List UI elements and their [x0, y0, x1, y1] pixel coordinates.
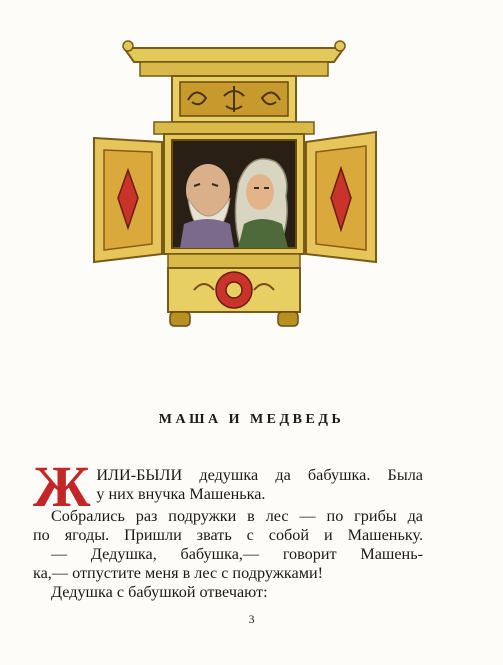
cupboard-right-door [306, 132, 376, 262]
cupboard-lower-panel [168, 254, 300, 312]
page-number: 3 [248, 612, 255, 626]
text-line: — Дедушка, бабушка,— говорит Машень- [51, 545, 423, 563]
drop-cap-letter: Ж [33, 454, 91, 519]
cupboard-crest [123, 41, 345, 76]
text-line: у них внучка Машенька. [96, 485, 266, 503]
text-line: Дедушка с бабушкой отвечают: [51, 583, 268, 601]
cupboard-feet [170, 312, 298, 326]
cupboard-left-door [94, 138, 162, 262]
text-line: ИЛИ-БЫЛИ дедушка да бабушка. Была [96, 466, 423, 484]
text-line: ка,— отпустите меня в лес с подружками! [33, 564, 323, 582]
text-line: Собрались раз подружки в лес — по грибы да [51, 507, 423, 525]
story-title: МАША И МЕДВЕДЬ [158, 412, 345, 427]
cupboard-top-panel [172, 76, 296, 122]
text-line: по ягоды. Пришли звать с собой и Машеньку. [33, 526, 423, 544]
grandparents-window [172, 140, 296, 248]
cupboard-illustration [84, 40, 384, 330]
story-text [33, 454, 423, 602]
